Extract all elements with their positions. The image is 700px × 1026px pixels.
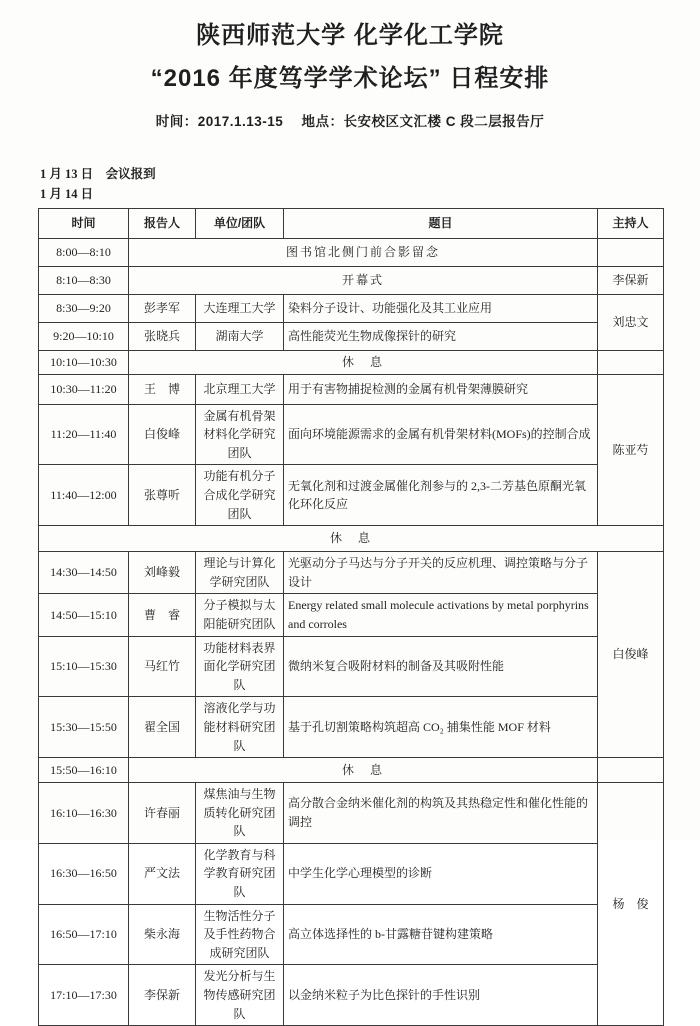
cell-title: 光驱动分子马达与分子开关的反应机理、调控策略与分子设计 [284,552,598,594]
cell-speaker: 马红竹 [129,636,196,697]
cell-chair: 刘忠文 [598,294,664,350]
table-row [39,965,664,1026]
cell-time: 11:40—12:00 [39,465,129,526]
cell-time: 14:30—14:50 [39,552,129,594]
table-row [39,465,664,526]
cell-chair: 杨 俊 [598,783,664,1026]
cell-activity: 图书馆北侧门前合影留念 [129,238,598,266]
table-row [39,904,664,965]
cell-chair-empty [598,758,664,783]
table-row [39,783,664,844]
document-header [0,0,700,130]
cell-chair-empty [598,350,664,374]
cell-unit: 生物活性分子及手性药物合成研究团队 [196,904,284,965]
cell-speaker: 许春丽 [129,783,196,844]
table-row [39,697,664,758]
cell-title: Energy related small molecule activations by metal porphyrins and corroles [284,594,598,636]
cell-time: 10:30—11:20 [39,374,129,404]
cell-title: 高立体选择性的 b-甘露糖苷键构建策略 [284,904,598,965]
cell-unit: 分子模拟与太阳能研究团队 [196,594,284,636]
cell-chair-empty [598,238,664,266]
table-row [39,636,664,697]
cell-unit: 发光分析与生物传感研究团队 [196,965,284,1026]
cell-unit: 煤焦油与生物质转化研究团队 [196,783,284,844]
cell-unit: 大连理工大学 [196,294,284,322]
table-row [39,552,664,594]
cell-title: 高分散合金纳米催化剂的构筑及其热稳定性和催化性能的调控 [284,783,598,844]
date-notes [40,164,700,204]
cell-time: 16:50—17:10 [39,904,129,965]
table-header-row [39,208,664,238]
cell-activity: 开幕式 [129,266,598,294]
cell-unit: 溶液化学与功能材料研究团队 [196,697,284,758]
time-location-line: 时间：2017.1.13-15 地点：长安校区文汇楼 C 段二层报告厅 [155,113,545,129]
cell-time: 9:20—10:10 [39,322,129,350]
cell-unit: 功能有机分子合成化学研究团队 [196,465,284,526]
table-row-break [39,758,664,783]
cell-title: 中学生化学心理模型的诊断 [284,843,598,904]
cell-activity: 休 息 [129,758,598,783]
cell-title: 无氧化剂和过渡金属催化剂参与的 2,3-二芳基色原酮光氧化环化反应 [284,465,598,526]
schedule-table [38,208,664,1026]
table-row [39,404,664,465]
cell-speaker: 白俊峰 [129,404,196,465]
cell-title: 染料分子设计、功能强化及其工业应用 [284,294,598,322]
cell-title: 以金纳米粒子为比色探针的手性识别 [284,965,598,1026]
cell-activity: 休 息 [129,350,598,374]
table-row [39,266,664,294]
cell-title: 高性能荧光生物成像探针的研究 [284,322,598,350]
table-row [39,294,664,322]
cell-time: 10:10—10:30 [39,350,129,374]
cell-unit: 湖南大学 [196,322,284,350]
cell-time: 8:30—9:20 [39,294,129,322]
cell-time: 16:30—16:50 [39,843,129,904]
table-row-break [39,526,664,552]
cell-speaker: 曹 睿 [129,594,196,636]
table-row [39,238,664,266]
cell-unit: 北京理工大学 [196,374,284,404]
date-note-jan14: 1 月 14 日 [40,186,94,201]
date-note-jan13: 1 月 13 日 会议报到 [40,166,156,181]
cell-unit: 化学教育与科学教育研究团队 [196,843,284,904]
cell-speaker: 翟全国 [129,697,196,758]
cell-title: 微纳米复合吸附材料的制备及其吸附性能 [284,636,598,697]
university-title: 陕西师范大学 化学化工学院 [196,22,504,49]
column-header-time: 时间 [39,208,129,238]
cell-title: 用于有害物捕捉检测的金属有机骨架薄膜研究 [284,374,598,404]
column-header-unit: 单位/团队 [196,208,284,238]
cell-speaker: 李保新 [129,965,196,1026]
cell-unit: 金属有机骨架材料化学研究团队 [196,404,284,465]
cell-activity: 休 息 [39,526,664,552]
cell-time: 11:20—11:40 [39,404,129,465]
cell-unit: 功能材料表界面化学研究团队 [196,636,284,697]
cell-time: 14:50—15:10 [39,594,129,636]
cell-chair: 陈亚芍 [598,374,664,526]
cell-time: 8:00—8:10 [39,238,129,266]
table-row [39,374,664,404]
cell-chair: 李保新 [598,266,664,294]
cell-speaker: 刘峰毅 [129,552,196,594]
cell-time: 8:10—8:30 [39,266,129,294]
cell-chair: 白俊峰 [598,552,664,758]
column-header-chair: 主持人 [598,208,664,238]
cell-time: 15:50—16:10 [39,758,129,783]
cell-title: 基于孔切割策略构筑超高 CO₂ 捕集性能 MOF 材料 [284,697,598,758]
cell-title: 面向环境能源需求的金属有机骨架材料(MOFs)的控制合成 [284,404,598,465]
table-row [39,843,664,904]
cell-time: 15:10—15:30 [39,636,129,697]
table-row [39,322,664,350]
table-row [39,594,664,636]
cell-speaker: 张尊听 [129,465,196,526]
cell-speaker: 彭孝军 [129,294,196,322]
table-row-break [39,350,664,374]
column-header-speaker: 报告人 [129,208,196,238]
forum-title: “2016 年度笃学学术论坛” 日程安排 [150,64,550,92]
cell-speaker: 王 博 [129,374,196,404]
cell-unit: 理论与计算化学研究团队 [196,552,284,594]
cell-time: 16:10—16:30 [39,783,129,844]
column-header-title: 题目 [284,208,598,238]
cell-speaker: 张晓兵 [129,322,196,350]
cell-time: 15:30—15:50 [39,697,129,758]
cell-time: 17:10—17:30 [39,965,129,1026]
cell-speaker: 柴永海 [129,904,196,965]
cell-speaker: 严文法 [129,843,196,904]
